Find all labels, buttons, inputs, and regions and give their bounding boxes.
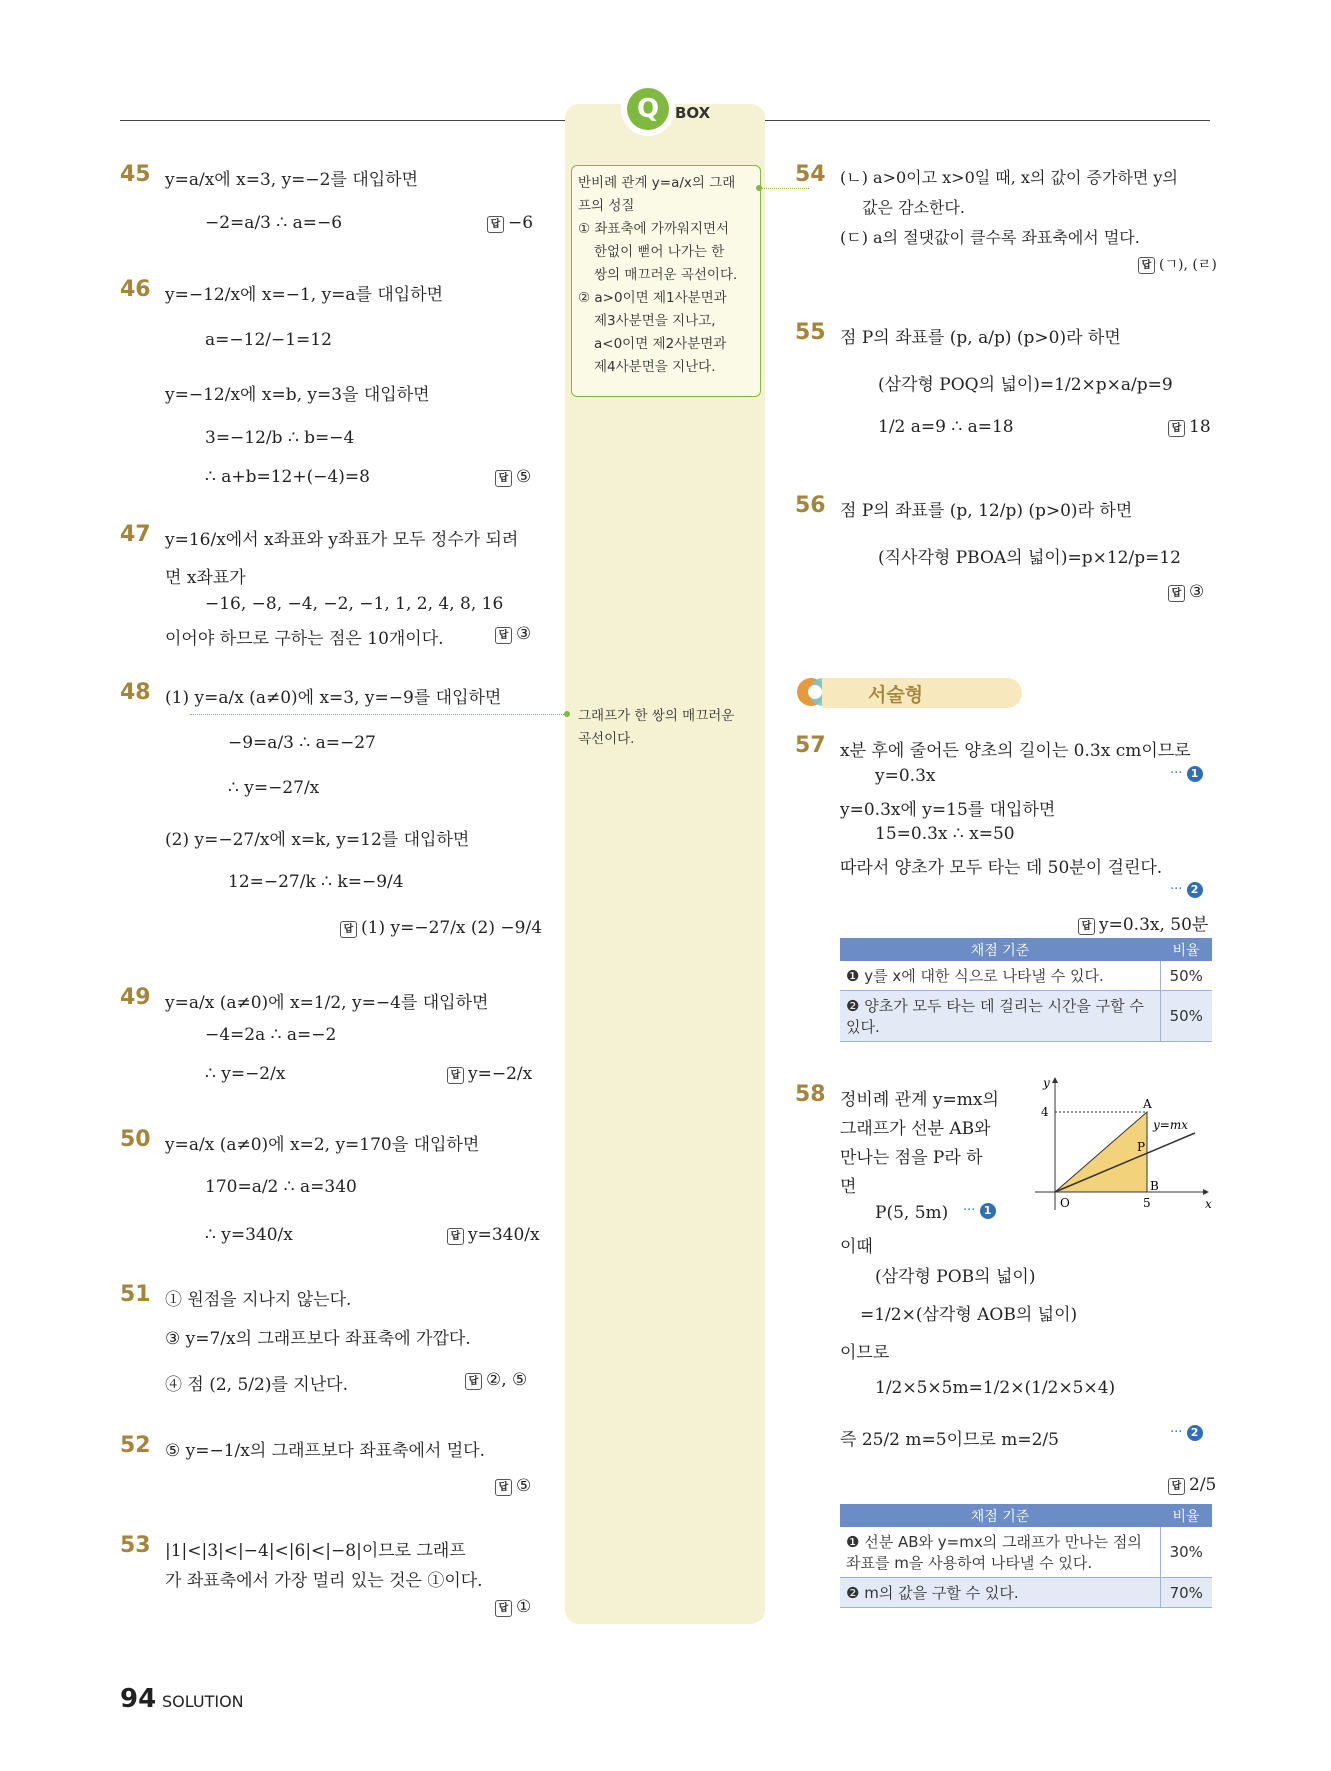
answer: 답 ⑤ — [495, 1476, 531, 1496]
solution-line: |1|<|3|<|−4|<|6|<|−8|이므로 그래프 — [165, 1541, 466, 1561]
note-line: 반비례 관계 y=a/x의 그래 — [578, 175, 736, 191]
table-cell: 50% — [1160, 961, 1212, 991]
solution-line: (1) y=a/x (a≠0)에 x=3, y=−9를 대입하면 — [165, 688, 502, 708]
table-header: 채점 기준 — [840, 938, 1160, 961]
table-cell: ❶ 선분 AB와 y=mx의 그래프가 만나는 점의 좌표를 m을 사용하여 나타낼 수 있다. — [840, 1527, 1160, 1578]
solution-line: ① 원점을 지나지 않는다. — [165, 1290, 352, 1310]
solution-line: ∴ y=−27/x — [228, 778, 320, 798]
solution-line: ∴ a+b=12+(−4)=8 — [205, 467, 370, 487]
note-line: 곡선이다. — [578, 731, 635, 747]
problem-number: 55 — [795, 320, 826, 345]
line-label: y=mx — [1153, 1118, 1188, 1132]
solution-line: 이때 — [840, 1237, 873, 1257]
table-cell: ❷ m의 값을 구할 수 있다. — [840, 1578, 1160, 1608]
problem-number: 54 — [795, 162, 826, 187]
solution-line: 그래프가 선분 AB와 — [840, 1119, 991, 1139]
answer-icon: 답 — [447, 1228, 464, 1245]
table-cell: 70% — [1160, 1578, 1212, 1608]
solution-line: ③ y=7/x의 그래프보다 좌표축에 가깝다. — [165, 1329, 471, 1349]
problem-number: 50 — [120, 1127, 151, 1152]
answer: 답 y=0.3x, 50분 — [1078, 910, 1208, 935]
qbox-note-2-text — [578, 705, 763, 751]
solution-line: x분 후에 줄어든 양초의 길이는 0.3x cm이므로 — [840, 741, 1191, 761]
answer: 답 ③ — [495, 624, 531, 644]
note-connector-dot — [756, 185, 762, 191]
tick-4: 4 — [1041, 1105, 1049, 1119]
note-line: ② a>0이면 제1사분면과 — [578, 290, 727, 306]
problem-number: 45 — [120, 162, 151, 187]
problem-number: 53 — [120, 1533, 151, 1558]
solution-line: (삼각형 POQ의 넓이)=1/2×p×a/p=9 — [878, 375, 1173, 395]
answer: 답 y=−2/x — [447, 1064, 532, 1084]
solution-line: 따라서 양초가 모두 타는 데 50분이 걸린다. — [840, 858, 1163, 878]
solution-line: (삼각형 POB의 넓이) — [875, 1267, 1036, 1287]
problem-number: 56 — [795, 493, 826, 518]
answer-icon: 답 — [495, 1479, 512, 1496]
answer-icon: 답 — [1138, 257, 1155, 274]
answer-icon: 답 — [495, 627, 512, 644]
answer-icon: 답 — [465, 1373, 482, 1390]
answer-icon: 답 — [1168, 420, 1185, 437]
answer: 답 2/5 — [1168, 1475, 1216, 1495]
answer: 답 18 — [1168, 417, 1211, 437]
problem-number: 46 — [120, 277, 151, 302]
answer: 답 ③ — [1168, 582, 1204, 602]
solution-line: −16, −8, −4, −2, −1, 1, 2, 4, 8, 16 — [205, 594, 504, 614]
note-connector — [759, 188, 809, 189]
solution-line: 1/2×5×5m=1/2×(1/2×5×4) — [875, 1378, 1116, 1398]
problem-number: 58 — [795, 1082, 826, 1107]
solution-line: ⑤ y=−1/x의 그래프보다 좌표축에서 멀다. — [165, 1441, 485, 1461]
answer-icon: 답 — [1168, 585, 1185, 602]
solution-line: y=a/x (a≠0)에 x=2, y=170을 대입하면 — [165, 1135, 480, 1155]
answer: 답 y=340/x — [447, 1225, 540, 1245]
answer-icon: 답 — [447, 1067, 464, 1084]
solution-line: (ㄴ) a>0이고 x>0일 때, x의 값이 증가하면 y의 — [840, 168, 1178, 187]
answer-icon: 답 — [1168, 1478, 1185, 1495]
answer-icon: 답 — [495, 470, 512, 487]
solution-line: 점 P의 좌표를 (p, 12/p) (p>0)라 하면 — [840, 501, 1133, 521]
answer: 답 ① — [495, 1597, 531, 1617]
note-line: 그래프가 한 쌍의 매끄러운 — [578, 708, 735, 724]
solution-line: 170=a/2 ∴ a=340 — [205, 1177, 357, 1197]
solution-line: 만나는 점을 P라 하 — [840, 1148, 983, 1168]
table-header: 채점 기준 — [840, 1504, 1160, 1527]
scoring-table-58 — [840, 1504, 1212, 1608]
note-line: 쌍의 매끄러운 곡선이다. — [594, 267, 738, 283]
solution-line: 면 x좌표가 — [165, 568, 246, 588]
table-cell: ❶ y를 x에 대한 식으로 나타낼 수 있다. — [840, 961, 1160, 991]
solution-line: P(5, 5m) — [875, 1203, 949, 1223]
solution-line: 정비례 관계 y=mx의 — [840, 1090, 999, 1110]
table-cell: 30% — [1160, 1527, 1212, 1578]
table-header: 비율 — [1160, 938, 1212, 961]
solution-line: 즉 25/2 m=5이므로 m=2/5 — [840, 1430, 1059, 1450]
solution-line: y=16/x에서 x좌표와 y좌표가 모두 정수가 되려 — [165, 530, 519, 550]
footer-label: SOLUTION — [162, 1692, 244, 1711]
answer: 답 ⑤ — [495, 467, 531, 487]
origin-label: O — [1060, 1196, 1070, 1210]
solution-line: (2) y=−27/x에 x=k, y=12를 대입하면 — [165, 830, 470, 850]
problem-number: 49 — [120, 985, 151, 1010]
solution-line: ④ 점 (2, 5/2)를 지난다. — [165, 1375, 348, 1395]
answer: 답 ②, ⑤ — [465, 1370, 527, 1390]
solution-line: ∴ y=−2/x — [205, 1064, 286, 1084]
solution-line: a=−12/−1=12 — [205, 330, 332, 350]
qbox-note-1-text — [578, 172, 756, 379]
solution-line: y=0.3x — [875, 766, 936, 786]
step-marker-1: ··· 1 — [1170, 766, 1203, 782]
solution-line: y=0.3x에 y=15를 대입하면 — [840, 800, 1056, 820]
solution-line: −4=2a ∴ a=−2 — [205, 1025, 337, 1045]
solution-line: y=−12/x에 x=−1, y=a를 대입하면 — [165, 285, 444, 305]
answer: 답 −6 — [487, 213, 533, 233]
note-line: 프의 성질 — [578, 198, 635, 214]
solution-line: 가 좌표축에서 가장 멀리 있는 것은 ①이다. — [165, 1571, 483, 1591]
answer: 답 (1) y=−27/x (2) −9/4 — [340, 918, 542, 938]
solution-line: 점 P의 좌표를 (p, a/p) (p>0)라 하면 — [840, 328, 1121, 348]
solution-line: 1/2 a=9 ∴ a=18 — [878, 417, 1014, 437]
answer-icon: 답 — [487, 216, 504, 233]
answer-icon: 답 — [340, 921, 357, 938]
step-marker-2: ··· 2 — [1170, 1425, 1203, 1441]
x-axis-label: x — [1205, 1197, 1212, 1211]
solution-line: 12=−27/k ∴ k=−9/4 — [228, 872, 404, 892]
solution-line: 값은 감소한다. — [862, 198, 965, 217]
solution-line: y=a/x (a≠0)에 x=1/2, y=−4를 대입하면 — [165, 993, 489, 1013]
note-line: 제4사분면을 지난다. — [594, 359, 716, 375]
triangle-aob — [1055, 1112, 1147, 1192]
note-line: 제3사분면을 지나고, — [594, 313, 716, 329]
table-cell: ❷ 양초가 모두 타는 데 걸리는 시간을 구할 수 있다. — [840, 991, 1160, 1042]
answer-icon: 답 — [495, 1600, 512, 1617]
solution-line: y=a/x에 x=3, y=−2를 대입하면 — [165, 170, 419, 190]
solution-line: =1/2×(삼각형 AOB의 넓이) — [860, 1305, 1078, 1325]
step-marker-1: ··· 1 — [963, 1203, 996, 1219]
table-header: 비율 — [1160, 1504, 1212, 1527]
note-connector-dot-2 — [564, 711, 570, 717]
problem-number: 47 — [120, 522, 151, 547]
solution-line: (ㄷ) a의 절댓값이 클수록 좌표축에서 멀다. — [840, 228, 1140, 247]
note-connector-2 — [190, 714, 568, 715]
note-line: 한없이 뻗어 나가는 한 — [594, 244, 725, 260]
qbox-badge: Q — [627, 88, 669, 130]
step-marker-2: ··· 2 — [1170, 882, 1203, 898]
table-cell: 50% — [1160, 991, 1212, 1042]
qbox-label: BOX — [675, 104, 711, 122]
solution-line: 3=−12/b ∴ b=−4 — [205, 428, 355, 448]
graph-58 — [1025, 1075, 1215, 1215]
solution-line: 면 — [840, 1177, 857, 1197]
problem-number: 51 — [120, 1282, 151, 1307]
solution-line: y=−12/x에 x=b, y=3을 대입하면 — [165, 385, 430, 405]
problem-number: 57 — [795, 733, 826, 758]
solution-line: 이므로 — [840, 1343, 890, 1363]
y-axis-label: y — [1043, 1076, 1050, 1090]
problem-number: 52 — [120, 1433, 151, 1458]
answer: 답 (ㄱ), (ㄹ) — [1138, 254, 1217, 274]
point-p-label: P — [1137, 1140, 1146, 1154]
answer-icon: 답 — [1078, 918, 1095, 935]
problem-number: 48 — [120, 680, 151, 705]
solution-line: −2=a/3 ∴ a=−6 — [205, 213, 343, 233]
solution-line: 15=0.3x ∴ x=50 — [875, 824, 1015, 844]
solution-line: −9=a/3 ∴ a=−27 — [228, 733, 376, 753]
point-a-label: A — [1143, 1097, 1152, 1111]
solution-line: (직사각형 PBOA의 넓이)=p×12/p=12 — [878, 548, 1181, 568]
section-title: 서술형 — [868, 684, 924, 706]
solution-line: ∴ y=340/x — [205, 1225, 293, 1245]
tick-5: 5 — [1143, 1196, 1151, 1210]
note-line: a<0이면 제2사분면과 — [594, 336, 727, 352]
scoring-table-57 — [840, 938, 1212, 1042]
point-b-label: B — [1150, 1179, 1159, 1193]
solution-line: 이어야 하므로 구하는 점은 10개이다. — [165, 629, 444, 649]
note-line: ① 좌표축에 가까워지면서 — [578, 221, 730, 237]
page-number: 94 — [120, 1684, 157, 1714]
